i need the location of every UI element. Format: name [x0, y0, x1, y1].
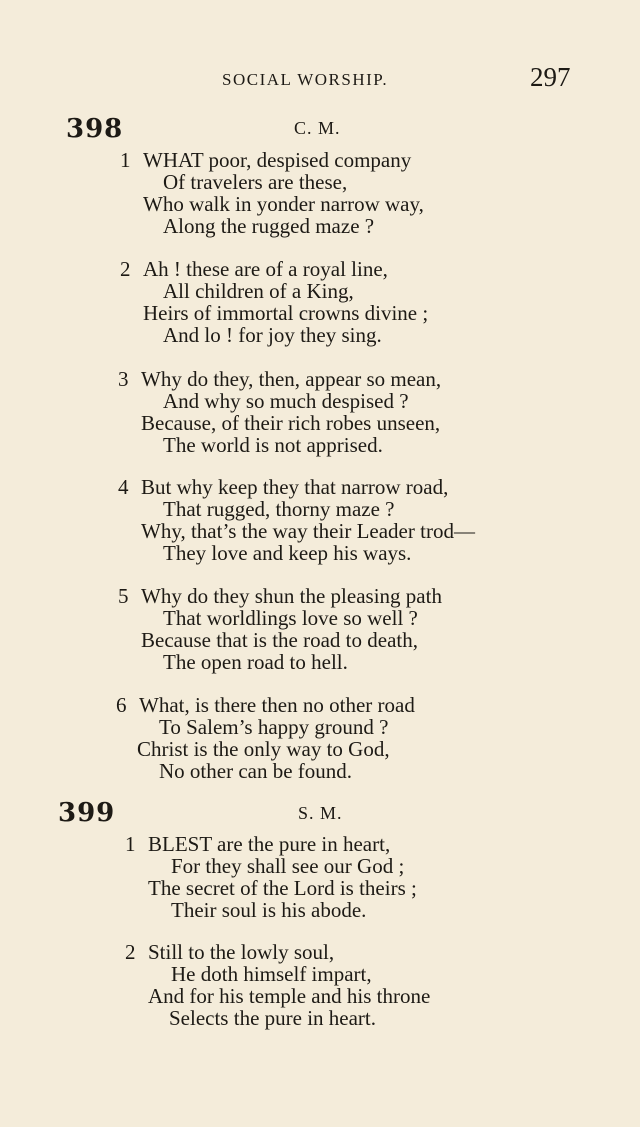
verse-line: But why keep they that narrow road,	[141, 475, 449, 499]
verse-line: WHAT poor, despised company	[143, 148, 412, 172]
verse-line: Why do they, then, appear so mean,	[141, 367, 442, 391]
verse-line: And lo ! for joy they sing.	[163, 323, 382, 347]
stanza-number: 3	[118, 367, 129, 391]
verse-line: That rugged, thorny maze ?	[163, 497, 395, 521]
verse-line: The open road to hell.	[163, 650, 348, 674]
verse-line: Christ is the only way to God,	[137, 737, 390, 761]
stanza-number: 5	[118, 584, 129, 608]
verse-line: That worldlings love so well ?	[163, 606, 418, 630]
verse-line: Of travelers are these,	[163, 170, 348, 194]
verse-line: Their soul is his abode.	[171, 898, 367, 922]
hymn-number-399: 399	[58, 798, 116, 828]
stanza-number: 2	[120, 257, 131, 281]
verse-line: He doth himself impart,	[171, 962, 372, 986]
verse-line: For they shall see our God ;	[171, 854, 405, 878]
verse-line: And for his temple and his throne	[148, 984, 431, 1008]
verse-line: Because that is the road to death,	[141, 628, 418, 652]
verse-line: Selects the pure in heart.	[169, 1006, 377, 1030]
verse-line: Ah ! these are of a royal line,	[143, 257, 388, 281]
verse-line: What, is there then no other road	[139, 693, 415, 717]
stanza-number: 2	[125, 940, 136, 964]
verse-line: And why so much despised ?	[163, 389, 409, 413]
verse-line: Why do they shun the pleasing path	[141, 584, 442, 608]
hymn-meter-398: C. M.	[294, 118, 341, 138]
verse-line: No other can be found.	[159, 759, 353, 783]
hymn-number-398: 398	[66, 114, 124, 144]
page-number: 297	[530, 62, 571, 92]
verse-line: Who walk in yonder narrow way,	[143, 192, 424, 216]
verse-line: The world is not apprised.	[163, 433, 383, 457]
stanza-number: 6	[116, 693, 127, 717]
verse-line: To Salem’s happy ground ?	[159, 715, 389, 739]
hymn-meter-399: S. M.	[298, 803, 343, 823]
verse-line: Because, of their rich robes unseen,	[141, 411, 441, 435]
stanza-number: 4	[118, 475, 129, 499]
running-title: SOCIAL WORSHIP.	[222, 70, 389, 89]
verse-line: They love and keep his ways.	[163, 541, 412, 565]
verse-line: Why, that’s the way their Leader trod—	[141, 519, 475, 543]
verse-line: Heirs of immortal crowns divine ;	[143, 301, 429, 325]
verse-line: All children of a King,	[163, 279, 354, 303]
verse-line: Along the rugged maze ?	[163, 214, 375, 238]
verse-line: Still to the lowly soul,	[148, 940, 335, 964]
verse-line: The secret of the Lord is theirs ;	[148, 876, 417, 900]
stanza-number: 1	[125, 832, 136, 856]
verse-line: BLEST are the pure in heart,	[148, 832, 391, 856]
stanza-number: 1	[120, 148, 131, 172]
